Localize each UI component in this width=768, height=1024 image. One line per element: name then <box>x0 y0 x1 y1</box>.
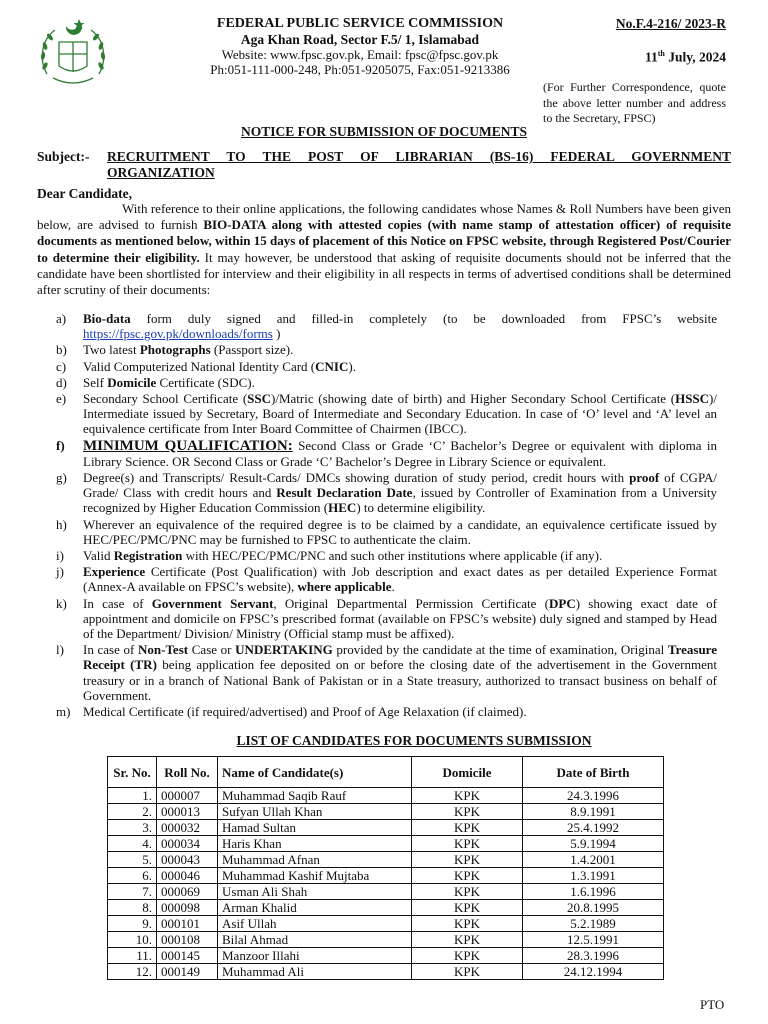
table-row <box>108 884 664 900</box>
item-text: Degree(s) and Transcripts/ Result-Cards/ DMCs showing duration of study period, credit hours with <box>83 470 630 486</box>
header-domicile: Domicile <box>412 757 523 788</box>
item-letter: l) <box>56 642 64 658</box>
cell-sr-no: 7. <box>108 884 157 900</box>
item-text: ) <box>272 326 281 342</box>
item-bold: Registration <box>113 548 183 564</box>
item-text: Valid <box>83 548 114 564</box>
item-text: , Original Departmental Permission Certificate ( <box>273 595 549 611</box>
item-letter: i) <box>56 548 64 564</box>
item-text: Two latest <box>83 342 140 358</box>
requirement-item-f <box>37 438 717 469</box>
table-row <box>108 932 664 948</box>
cell-candidate-name: Usman Ali Shah <box>218 884 412 900</box>
cell-roll-no: 000108 <box>157 932 218 948</box>
item-text: Case or <box>188 642 236 658</box>
cell-sr-no: 4. <box>108 836 157 852</box>
forms-download-link[interactable]: https://fpsc.gov.pk/downloads/forms <box>83 326 273 342</box>
table-row <box>108 900 664 916</box>
cell-sr-no: 1. <box>108 788 157 804</box>
requirement-item-j <box>37 564 717 594</box>
item-letter: j) <box>56 564 64 580</box>
item-letter: m) <box>56 704 71 720</box>
item-text: Medical Certificate (if required/advertised) and Proof of Age Relaxation (if claimed). <box>83 704 527 720</box>
cell-date-of-birth: 28.3.1996 <box>523 948 664 964</box>
item-text: Valid Computerized National Identity Card ( <box>83 358 316 374</box>
letter-date <box>560 46 726 65</box>
table-row <box>108 852 664 868</box>
item-text: )/ Intermediate issued by Secretary, Board of Intermediate and Secondary Education. In case of ‘O’ level and ‘A’ level an equivalence certificate from Inter Board Committee of Chairmen (IBCC). <box>83 391 717 437</box>
item-text: )/Matric (showing date of birth) and Higher Secondary School Certificate ( <box>271 391 676 407</box>
requirement-item-c <box>37 359 717 374</box>
requirement-item-m <box>37 704 717 719</box>
cell-roll-no: 000043 <box>157 852 218 868</box>
requirements-list <box>37 311 717 720</box>
item-text: provided by the candidate at the time of examination, Original <box>332 642 668 658</box>
item-text: ) to determine eligibility. <box>356 500 486 516</box>
cell-roll-no: 000034 <box>157 836 218 852</box>
item-text: of CGPA/ Grade/ Class with credit hours and <box>83 470 717 501</box>
minimum-qualification-heading: MINIMUM QUALIFICATION: <box>83 437 293 454</box>
item-text: Certificate (SDC). <box>156 374 255 390</box>
org-address: Aga Khan Road, Sector F.5/ 1, Islamabad <box>240 32 480 47</box>
cell-date-of-birth: 24.3.1996 <box>523 788 664 804</box>
item-text: with HEC/PEC/PMC/PNC and such other institutions where applicable (if any). <box>182 548 603 564</box>
item-bold: SSC <box>247 391 272 407</box>
requirement-item-a <box>37 311 717 341</box>
item-letter: e) <box>56 391 67 407</box>
table-row <box>108 948 664 964</box>
cell-candidate-name: Bilal Ahmad <box>218 932 412 948</box>
requirement-item-k <box>37 596 717 642</box>
intro-text-2: It may however, be understood that asking of requisite documents should not be inferred that the candidate have been shortlisted for interview and their eligibility in all respects in terms of advertised conditions shall be determined after scrutiny of their documents: <box>37 249 731 298</box>
cell-roll-no: 000069 <box>157 884 218 900</box>
cell-date-of-birth: 25.4.1992 <box>523 820 664 836</box>
correspondence-note: (For Further Correspondence, quote the above letter number and address to the Secretary, FPSC) <box>543 80 726 125</box>
item-text: (Passport size). <box>210 342 294 358</box>
item-bold: HEC <box>328 500 357 516</box>
item-letter: g) <box>56 470 67 486</box>
cell-candidate-name: Muhammad Saqib Rauf <box>218 788 412 804</box>
item-text: Wherever an equivalence of the required degree is to be claimed by a candidate, an equivalence certificate issued by HEC/PEC/PMC/PNC may be furnished to FPSC to authenticate the claim. <box>83 516 717 547</box>
requirement-item-e <box>37 391 717 437</box>
cell-date-of-birth: 1.4.2001 <box>523 852 664 868</box>
item-text: ). <box>348 358 356 374</box>
cell-candidate-name: Sufyan Ullah Khan <box>218 804 412 820</box>
item-bold: where applicable <box>297 579 392 595</box>
intro-bold: BIO-DATA along with attested copies (with name stamp of attestation officer) of requisite documents as mentioned below, within 15 days of placement of this Notice on FPSC website, through Registered Post/Courier to determine their eligibility. <box>37 217 732 265</box>
item-letter: k) <box>56 595 67 611</box>
table-row <box>108 788 664 804</box>
table-header-row <box>108 757 664 788</box>
cell-date-of-birth: 1.3.1991 <box>523 868 664 884</box>
cell-roll-no: 000149 <box>157 964 218 980</box>
org-phone-fax: Ph:051-111-000-248, Ph:051-9205075, Fax:051-9213386 <box>210 62 510 77</box>
cell-domicile: KPK <box>412 788 523 804</box>
cell-sr-no: 3. <box>108 820 157 836</box>
cell-date-of-birth: 5.9.1994 <box>523 836 664 852</box>
item-bold: DPC <box>548 595 576 611</box>
item-bold: Bio-data <box>83 311 131 326</box>
item-bold: CNIC <box>315 358 349 374</box>
item-text: . <box>391 579 395 595</box>
item-text: Secondary School Certificate ( <box>83 391 248 407</box>
item-bold: Domicile <box>107 374 157 390</box>
cell-date-of-birth: 12.5.1991 <box>523 932 664 948</box>
date-month-year: July, 2024 <box>664 49 726 65</box>
table-row <box>108 916 664 932</box>
item-letter: f) <box>56 437 65 453</box>
item-bold: Treasure Receipt (TR) <box>83 642 717 673</box>
requirement-item-i <box>37 548 717 563</box>
subject-label: Subject:- <box>37 149 90 164</box>
table-row <box>108 820 664 836</box>
cell-sr-no: 10. <box>108 932 157 948</box>
cell-sr-no: 12. <box>108 964 157 980</box>
organization-header <box>170 16 550 77</box>
cell-domicile: KPK <box>412 804 523 820</box>
item-text: ) showing exact date of appointment and domicile on FPSC’s prescribed format (available on FPSC’s website) duly signed and stamped by Head of the Department/ Division/ Ministry (Official stamp must be affixed). <box>83 595 718 642</box>
cell-candidate-name: Hamad Sultan <box>218 820 412 836</box>
cell-roll-no: 000098 <box>157 900 218 916</box>
cell-domicile: KPK <box>412 884 523 900</box>
header-candidate-name: Name of Candidate(s) <box>218 757 412 788</box>
intro-paragraph <box>37 201 731 298</box>
cell-sr-no: 11. <box>108 948 157 964</box>
cell-domicile: KPK <box>412 820 523 836</box>
salutation: Dear Candidate, <box>37 186 133 201</box>
date-day: 11 <box>644 49 658 65</box>
cell-sr-no: 5. <box>108 852 157 868</box>
cell-candidate-name: Haris Khan <box>218 836 412 852</box>
cell-domicile: KPK <box>412 836 523 852</box>
requirement-item-g <box>37 470 717 516</box>
item-bold: proof <box>629 470 660 486</box>
cell-date-of-birth: 1.6.1996 <box>523 884 664 900</box>
cell-domicile: KPK <box>412 916 523 932</box>
cell-domicile: KPK <box>412 852 523 868</box>
requirement-item-l <box>37 642 717 703</box>
item-text: Certificate (Post Qualification) with Job description and exact dates as per detailed Experience Format (Annex-A available on FPSC’s website), <box>83 564 717 595</box>
item-text: , issued by Controller of Examination from a University recognized by Higher Education Commission ( <box>83 485 717 516</box>
pto-note: PTO <box>700 997 725 1012</box>
fpsc-emblem-icon <box>33 14 113 100</box>
cell-sr-no: 6. <box>108 868 157 884</box>
item-bold: UNDERTAKING <box>235 642 333 658</box>
cell-roll-no: 000013 <box>157 804 218 820</box>
table-row <box>108 964 664 980</box>
cell-sr-no: 9. <box>108 916 157 932</box>
candidates-table <box>107 756 664 980</box>
item-letter: d) <box>56 374 67 390</box>
cell-date-of-birth: 20.8.1995 <box>523 900 664 916</box>
item-bold: Experience <box>83 564 146 580</box>
item-letter: a) <box>56 311 67 326</box>
item-text: In case of <box>83 595 152 611</box>
letter-reference-number: No.F.4-216/ 2023-R <box>615 16 726 31</box>
table-row <box>108 836 664 852</box>
org-website-email: Website: www.fpsc.gov.pk, Email: fpsc@fpsc.gov.pk <box>221 47 499 62</box>
cell-domicile: KPK <box>412 948 523 964</box>
cell-sr-no: 8. <box>108 900 157 916</box>
cell-domicile: KPK <box>412 868 523 884</box>
item-text: In case of <box>83 642 138 658</box>
item-letter: b) <box>56 342 67 358</box>
item-bold: Government Servant <box>151 595 274 611</box>
cell-domicile: KPK <box>412 932 523 948</box>
item-bold: Non-Test <box>138 642 189 658</box>
item-text: Second Class or Grade ‘C’ Bachelor’s Degree or equivalent with diploma in Library Science. OR Second Class or Grade ‘C’ Bachelor’s Degree in Library Science or equivalent. <box>83 437 717 469</box>
item-text: Self <box>83 374 108 390</box>
org-name: FEDERAL PUBLIC SERVICE COMMISSION <box>216 16 504 31</box>
item-bold: HSSC <box>675 391 710 407</box>
item-letter: h) <box>56 516 67 532</box>
header-sr-no: Sr. No. <box>108 757 157 788</box>
item-bold: Photographs <box>139 342 211 358</box>
cell-domicile: KPK <box>412 964 523 980</box>
header-roll-no: Roll No. <box>157 757 218 788</box>
requirement-item-b <box>37 342 717 357</box>
item-bold: Result Declaration Date <box>276 485 413 501</box>
requirement-item-h <box>37 517 717 547</box>
cell-domicile: KPK <box>412 900 523 916</box>
candidates-table-body <box>108 788 664 980</box>
notice-title: NOTICE FOR SUBMISSION OF DOCUMENTS <box>240 124 528 139</box>
table-row <box>108 804 664 820</box>
cell-date-of-birth: 5.2.1989 <box>523 916 664 932</box>
candidates-list-title: LIST OF CANDIDATES FOR DOCUMENTS SUBMISSION <box>236 733 592 748</box>
cell-date-of-birth: 8.9.1991 <box>523 804 664 820</box>
cell-candidate-name: Arman Khalid <box>218 900 412 916</box>
cell-date-of-birth: 24.12.1994 <box>523 964 664 980</box>
intro-text-1: With reference to their online applications, the following candidates whose Names & Roll Numbers have been given below, are advised to furnish <box>37 201 731 233</box>
cell-roll-no: 000101 <box>157 916 218 932</box>
cell-sr-no: 2. <box>108 804 157 820</box>
cell-candidate-name: Muhammad Ali <box>218 964 412 980</box>
table-row <box>108 868 664 884</box>
cell-candidate-name: Asif Ullah <box>218 916 412 932</box>
cell-roll-no: 000007 <box>157 788 218 804</box>
requirement-item-d <box>37 375 717 390</box>
item-letter: c) <box>56 358 67 374</box>
cell-candidate-name: Manzoor Illahi <box>218 948 412 964</box>
cell-roll-no: 000032 <box>157 820 218 836</box>
cell-roll-no: 000145 <box>157 948 218 964</box>
cell-roll-no: 000046 <box>157 868 218 884</box>
date-suffix: th <box>657 49 665 58</box>
item-text: form duly signed and filled-in completely (to be downloaded from FPSC’s website <box>130 311 717 326</box>
cell-candidate-name: Muhammad Afnan <box>218 852 412 868</box>
cell-candidate-name: Muhammad Kashif Mujtaba <box>218 868 412 884</box>
subject-text: RECRUITMENT TO THE POST OF LIBRARIAN (BS-16) FEDERAL GOVERNMENT ORGANIZATION <box>107 149 731 180</box>
item-text: being application fee deposited on or before the closing date of the advertisement in the Government treasury or in a branch of National Bank of Pakistan or in a State treasury, authorized to transact business on behalf of Government. <box>83 657 717 703</box>
header-date-of-birth: Date of Birth <box>523 757 664 788</box>
